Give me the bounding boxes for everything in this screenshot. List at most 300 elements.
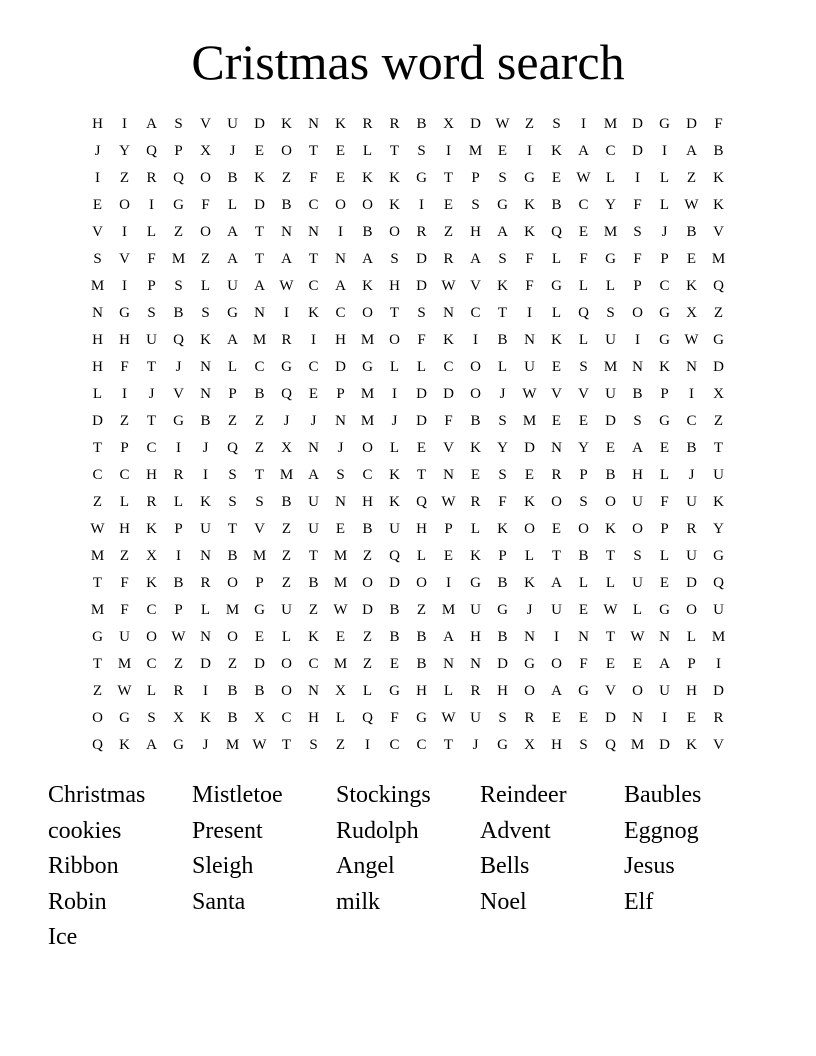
grid-letter: U — [713, 602, 724, 618]
grid-letter: U — [713, 467, 724, 483]
grid-letter: X — [254, 710, 265, 726]
grid-letter: X — [686, 305, 697, 321]
grid-letter: P — [120, 440, 129, 456]
grid-letter: N — [443, 305, 454, 321]
grid-letter: U — [119, 629, 130, 645]
grid-letter: T — [389, 143, 400, 159]
grid-row — [84, 192, 732, 219]
grid-letter: D — [416, 278, 427, 294]
grid-letter: L — [659, 170, 670, 186]
grid-letter: Z — [281, 170, 292, 186]
grid-letter: N — [470, 656, 481, 672]
grid-row — [84, 300, 732, 327]
grid-letter: M — [711, 251, 726, 267]
grid-letter: U — [686, 548, 697, 564]
grid-letter: W — [90, 521, 105, 537]
grid-letter: S — [633, 224, 642, 240]
grid-letter: B — [632, 386, 643, 402]
grid-letter: M — [225, 737, 240, 753]
grid-letter: L — [389, 440, 400, 456]
grid-letter: L — [92, 386, 103, 402]
grid-row — [84, 327, 732, 354]
grid-letter: H — [416, 683, 427, 699]
grid-letter: O — [632, 683, 643, 699]
grid-letter: K — [308, 629, 319, 645]
grid-letter: R — [146, 170, 157, 186]
grid-letter: M — [252, 548, 267, 564]
grid-letter: E — [551, 170, 562, 186]
grid-letter: E — [632, 656, 643, 672]
grid-letter: N — [551, 440, 562, 456]
grid-letter: C — [578, 197, 589, 213]
grid-letter: D — [200, 656, 211, 672]
grid-letter: G — [92, 629, 103, 645]
grid-letter: Y — [713, 521, 724, 537]
grid-letter: S — [552, 116, 561, 132]
grid-letter: J — [472, 737, 479, 753]
word-list-item: Santa — [192, 888, 246, 915]
word-list — [48, 778, 768, 956]
grid-letter: I — [203, 683, 208, 699]
grid-letter: I — [122, 224, 127, 240]
grid-letter: D — [416, 413, 427, 429]
grid-row — [84, 381, 732, 408]
grid-letter: Q — [551, 224, 562, 240]
grid-letter: W — [279, 278, 294, 294]
grid-row — [84, 246, 732, 273]
grid-letter: O — [200, 224, 211, 240]
grid-letter: P — [471, 170, 480, 186]
grid-letter: P — [174, 143, 183, 159]
grid-letter: A — [470, 251, 481, 267]
grid-letter: K — [362, 278, 373, 294]
grid-letter: K — [713, 170, 724, 186]
grid-letter: B — [362, 521, 373, 537]
grid-letter: W — [684, 332, 699, 348]
grid-letter: M — [252, 332, 267, 348]
grid-letter: L — [605, 278, 616, 294]
word-list-item: Angel — [336, 853, 395, 879]
grid-row — [84, 138, 732, 165]
grid-letter: N — [308, 116, 319, 132]
grid-letter: M — [90, 602, 105, 618]
grid-letter: L — [578, 278, 589, 294]
grid-row — [84, 489, 732, 516]
grid-letter: I — [122, 116, 127, 132]
grid-letter: R — [470, 683, 481, 699]
grid-letter: B — [497, 575, 508, 591]
grid-letter: B — [686, 224, 697, 240]
grid-letter: E — [497, 143, 508, 159]
grid-letter: O — [686, 602, 697, 618]
grid-letter: C — [119, 467, 130, 483]
grid-letter: G — [551, 278, 562, 294]
grid-letter: Z — [686, 170, 697, 186]
grid-letter: U — [605, 386, 616, 402]
grid-letter: M — [603, 224, 618, 240]
grid-letter: J — [499, 386, 506, 402]
grid-letter: J — [391, 413, 398, 429]
grid-letter: M — [360, 386, 375, 402]
grid-letter: U — [470, 602, 481, 618]
grid-letter: I — [365, 737, 370, 753]
grid-letter: P — [579, 467, 588, 483]
grid-letter: F — [309, 170, 318, 186]
grid-letter: G — [254, 602, 265, 618]
grid-letter: C — [362, 467, 373, 483]
grid-row — [84, 354, 732, 381]
grid-letter: L — [632, 602, 643, 618]
word-list-item: Mistletoe — [192, 782, 283, 808]
grid-letter: K — [497, 278, 508, 294]
grid-letter: E — [578, 710, 589, 726]
grid-letter: X — [281, 440, 292, 456]
grid-letter: K — [524, 494, 535, 510]
grid-letter: A — [227, 251, 238, 267]
grid-letter: I — [581, 116, 586, 132]
grid-letter: S — [579, 359, 588, 375]
grid-letter: I — [635, 332, 640, 348]
word-list-item: Eggnog — [624, 817, 699, 844]
grid-letter: Z — [119, 548, 130, 564]
grid-letter: Z — [524, 116, 535, 132]
grid-letter: Y — [578, 440, 589, 456]
grid-letter: T — [389, 305, 400, 321]
grid-letter: Z — [713, 413, 724, 429]
grid-letter: Z — [119, 170, 130, 186]
grid-letter: B — [362, 224, 373, 240]
grid-letter: A — [551, 683, 562, 699]
grid-letter: V — [713, 224, 724, 240]
grid-letter: L — [551, 305, 562, 321]
grid-letter: F — [120, 602, 129, 618]
grid-letter: Q — [389, 548, 400, 564]
grid-letter: D — [443, 386, 454, 402]
grid-letter: I — [176, 548, 181, 564]
grid-letter: C — [146, 602, 157, 618]
grid-letter: S — [390, 251, 399, 267]
grid-letter: D — [362, 602, 373, 618]
grid-letter: V — [470, 278, 481, 294]
grid-letter: K — [551, 143, 562, 159]
grid-letter: M — [711, 629, 726, 645]
grid-letter: Z — [308, 602, 319, 618]
grid-letter: Q — [362, 710, 373, 726]
grid-letter: M — [333, 656, 348, 672]
grid-letter: F — [444, 413, 453, 429]
grid-letter: W — [117, 683, 132, 699]
grid-letter: V — [578, 386, 589, 402]
grid-letter: W — [576, 170, 591, 186]
grid-letter: T — [551, 548, 562, 564]
word-list-item: Jesus — [624, 853, 675, 879]
grid-letter: G — [470, 575, 481, 591]
grid-letter: P — [255, 575, 264, 591]
grid-letter: P — [228, 386, 237, 402]
grid-letter: T — [92, 440, 103, 456]
grid-letter: C — [470, 305, 481, 321]
grid-letter: K — [281, 116, 292, 132]
grid-letter: G — [173, 737, 184, 753]
grid-letter: C — [389, 737, 400, 753]
grid-letter: E — [335, 629, 346, 645]
grid-letter: I — [446, 143, 451, 159]
grid-letter: E — [605, 656, 616, 672]
grid-letter: P — [498, 548, 507, 564]
grid-letter: A — [362, 251, 373, 267]
grid-letter: N — [524, 629, 535, 645]
grid-letter: Z — [281, 575, 292, 591]
grid-letter: Z — [227, 413, 238, 429]
grid-letter: F — [660, 494, 669, 510]
grid-letter: U — [632, 494, 643, 510]
word-list-item: Noel — [480, 888, 527, 915]
grid-letter: S — [228, 494, 237, 510]
grid-letter: I — [149, 197, 154, 213]
letter-grid — [84, 111, 732, 759]
grid-letter: K — [524, 575, 535, 591]
page-title: Cristmas word search — [191, 34, 625, 90]
grid-letter: H — [632, 467, 643, 483]
grid-letter: K — [470, 548, 481, 564]
grid-letter: L — [281, 629, 292, 645]
grid-letter: Q — [578, 305, 589, 321]
grid-letter: H — [92, 359, 103, 375]
grid-letter: U — [524, 359, 535, 375]
grid-row — [84, 624, 732, 651]
grid-letter: S — [174, 278, 183, 294]
grid-letter: W — [630, 629, 645, 645]
grid-letter: K — [335, 116, 346, 132]
grid-letter: G — [362, 359, 373, 375]
grid-letter: K — [389, 467, 400, 483]
grid-letter: Y — [497, 440, 508, 456]
grid-letter: D — [254, 656, 265, 672]
grid-letter: O — [281, 683, 292, 699]
grid-letter: P — [660, 251, 669, 267]
grid-letter: R — [551, 467, 562, 483]
grid-letter: U — [389, 521, 400, 537]
grid-letter: G — [497, 737, 508, 753]
grid-letter: K — [146, 575, 157, 591]
grid-letter: C — [281, 710, 292, 726]
grid-letter: U — [281, 602, 292, 618]
grid-letter: U — [632, 575, 643, 591]
grid-letter: J — [94, 143, 101, 159]
grid-letter: O — [146, 629, 157, 645]
grid-letter: B — [281, 197, 292, 213]
grid-letter: Q — [713, 278, 724, 294]
grid-letter: L — [551, 251, 562, 267]
grid-letter: J — [229, 143, 236, 159]
word-list-item: Christmas — [48, 782, 146, 808]
grid-letter: S — [147, 305, 156, 321]
grid-letter: C — [308, 656, 319, 672]
grid-letter: G — [524, 170, 535, 186]
grid-letter: E — [524, 467, 535, 483]
grid-letter: J — [283, 413, 290, 429]
word-list-item: cookies — [48, 817, 122, 844]
grid-letter: G — [659, 602, 670, 618]
grid-letter: S — [471, 197, 480, 213]
grid-letter: D — [254, 197, 265, 213]
grid-letter: K — [551, 332, 562, 348]
grid-letter: G — [497, 197, 508, 213]
grid-letter: G — [227, 305, 238, 321]
grid-letter: D — [605, 710, 616, 726]
grid-letter: H — [146, 467, 157, 483]
grid-letter: S — [606, 305, 615, 321]
grid-letter: T — [605, 548, 616, 564]
word-list-item: Baubles — [624, 782, 702, 808]
grid-letter: W — [522, 386, 537, 402]
grid-letter: D — [659, 737, 670, 753]
grid-row — [84, 705, 732, 732]
grid-letter: H — [416, 521, 427, 537]
grid-letter: V — [200, 116, 211, 132]
grid-letter: D — [686, 575, 697, 591]
grid-letter: S — [93, 251, 102, 267]
grid-letter: B — [470, 413, 481, 429]
grid-letter: N — [443, 656, 454, 672]
grid-letter: S — [174, 116, 183, 132]
grid-letter: P — [174, 602, 183, 618]
word-list-item: Ice — [48, 924, 78, 950]
grid-letter: G — [416, 710, 427, 726]
grid-letter: D — [632, 143, 643, 159]
grid-letter: E — [551, 710, 562, 726]
grid-letter: S — [498, 251, 507, 267]
grid-letter: W — [171, 629, 186, 645]
grid-letter: Q — [173, 332, 184, 348]
grid-letter: P — [336, 386, 345, 402]
grid-letter: R — [713, 710, 724, 726]
grid-row — [84, 543, 732, 570]
grid-letter: A — [281, 251, 292, 267]
grid-letter: A — [632, 440, 643, 456]
grid-letter: G — [659, 332, 670, 348]
grid-letter: Z — [362, 656, 373, 672]
grid-letter: O — [335, 197, 346, 213]
grid-letter: G — [173, 413, 184, 429]
grid-letter: D — [605, 413, 616, 429]
grid-letter: G — [173, 197, 184, 213]
grid-letter: X — [173, 710, 184, 726]
grid-letter: F — [633, 251, 642, 267]
grid-letter: S — [579, 494, 588, 510]
grid-letter: V — [605, 683, 616, 699]
grid-letter: C — [308, 197, 319, 213]
grid-letter: N — [659, 629, 670, 645]
grid-letter: B — [416, 116, 427, 132]
grid-letter: M — [441, 602, 456, 618]
grid-letter: A — [254, 278, 265, 294]
grid-letter: M — [603, 116, 618, 132]
grid-letter: R — [281, 332, 292, 348]
grid-letter: Z — [254, 440, 265, 456]
grid-letter: T — [443, 737, 454, 753]
grid-letter: Q — [605, 737, 616, 753]
grid-row — [84, 273, 732, 300]
grid-letter: G — [578, 683, 589, 699]
grid-letter: K — [254, 170, 265, 186]
grid-letter: E — [551, 359, 562, 375]
grid-letter: D — [686, 116, 697, 132]
grid-letter: Z — [362, 548, 373, 564]
grid-letter: L — [146, 224, 157, 240]
grid-letter: N — [200, 359, 211, 375]
grid-letter: T — [443, 170, 454, 186]
grid-letter: J — [310, 413, 317, 429]
grid-letter: O — [524, 683, 535, 699]
grid-letter: N — [281, 224, 292, 240]
grid-letter: V — [443, 440, 454, 456]
grid-letter: H — [335, 332, 346, 348]
grid-letter: M — [279, 467, 294, 483]
grid-letter: B — [173, 575, 184, 591]
grid-letter: R — [362, 116, 373, 132]
grid-letter: I — [176, 440, 181, 456]
grid-letter: O — [119, 197, 130, 213]
grid-letter: R — [470, 494, 481, 510]
grid-letter: N — [335, 413, 346, 429]
grid-letter: R — [686, 521, 697, 537]
word-list-item: Ribbon — [48, 853, 119, 879]
grid-letter: E — [335, 521, 346, 537]
grid-letter: I — [338, 224, 343, 240]
grid-letter: S — [498, 170, 507, 186]
grid-letter: E — [335, 170, 346, 186]
grid-letter: M — [333, 548, 348, 564]
grid-letter: F — [120, 575, 129, 591]
grid-letter: V — [92, 224, 103, 240]
grid-row — [84, 435, 732, 462]
grid-letter: H — [389, 278, 400, 294]
grid-letter: B — [713, 143, 724, 159]
grid-letter: E — [551, 413, 562, 429]
grid-letter: K — [713, 197, 724, 213]
grid-letter: S — [417, 143, 426, 159]
grid-letter: U — [308, 494, 319, 510]
grid-letter: L — [686, 629, 697, 645]
grid-letter: T — [254, 251, 265, 267]
grid-letter: B — [254, 683, 265, 699]
grid-letter: W — [684, 197, 699, 213]
grid-letter: O — [92, 710, 103, 726]
grid-letter: V — [173, 386, 184, 402]
grid-letter: E — [659, 440, 670, 456]
grid-letter: L — [200, 602, 211, 618]
grid-letter: C — [92, 467, 103, 483]
grid-letter: Z — [281, 548, 292, 564]
word-list-item: Advent — [480, 817, 551, 844]
grid-letter: O — [227, 629, 238, 645]
grid-letter: H — [308, 710, 319, 726]
grid-letter: S — [255, 494, 264, 510]
grid-letter: U — [551, 602, 562, 618]
grid-letter: K — [605, 521, 616, 537]
grid-letter: A — [659, 656, 670, 672]
grid-letter: J — [202, 440, 209, 456]
word-list-item: Bells — [480, 853, 530, 879]
grid-letter: I — [95, 170, 100, 186]
grid-row — [84, 570, 732, 597]
grid-letter: U — [470, 710, 481, 726]
word-list-item: Robin — [48, 888, 107, 915]
grid-letter: E — [443, 548, 454, 564]
grid-letter: S — [498, 710, 507, 726]
grid-letter: I — [662, 710, 667, 726]
